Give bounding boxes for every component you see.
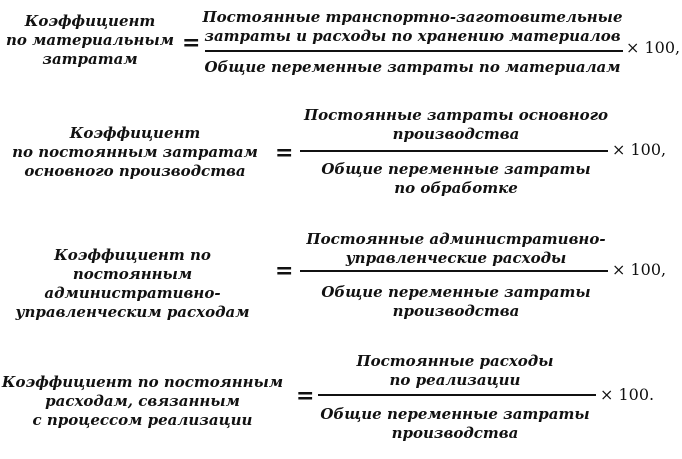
formula-name	[0, 12, 180, 69]
numerator-line: производства	[392, 125, 520, 143]
formula-name	[0, 124, 270, 181]
numerator	[310, 352, 600, 390]
name-line: основного производства	[24, 162, 246, 180]
denominator	[200, 58, 625, 77]
formula-name	[0, 246, 265, 322]
name-line: Коэффициент по постоянным	[54, 246, 211, 283]
name-line: административно-	[44, 284, 221, 302]
name-line: по постоянным затратам	[12, 143, 258, 161]
denominator-line: Общие переменные затраты	[321, 160, 591, 178]
formula-name	[0, 373, 285, 430]
name-line: управленческим расходам	[15, 303, 250, 321]
multiplier: × 100,	[626, 38, 681, 57]
name-line: с процессом реализации	[32, 411, 253, 429]
fraction-bar	[300, 270, 608, 272]
numerator	[296, 106, 616, 144]
numerator-line: по реализации	[389, 371, 521, 389]
equals-sign: =	[182, 30, 201, 56]
name-line: Коэффициент	[24, 12, 156, 30]
denominator	[296, 283, 616, 321]
numerator-line: Постоянные затраты основного	[303, 106, 609, 124]
name-line: по материальным	[6, 31, 174, 49]
numerator	[200, 8, 625, 46]
numerator-line: затраты и расходы по хранению материалов	[204, 27, 621, 45]
equals-sign: =	[275, 258, 294, 284]
denominator-line: производства	[391, 424, 519, 442]
denominator-line: Общие переменные затраты по материалам	[204, 58, 621, 76]
numerator-line: Постоянные расходы	[356, 352, 554, 370]
name-line: Коэффициент по постоянным	[1, 373, 284, 391]
denominator-line: производства	[392, 302, 520, 320]
denominator-line: Общие переменные затраты	[320, 405, 590, 423]
denominator-line: по обработке	[394, 179, 518, 197]
equals-sign: =	[275, 140, 294, 166]
name-line: расходам, связанным	[45, 392, 240, 410]
denominator	[296, 160, 616, 198]
denominator-line: Общие переменные затраты	[321, 283, 591, 301]
name-line: затратам	[42, 50, 138, 68]
multiplier: × 100,	[612, 260, 667, 279]
numerator-line: управленческие расходы	[345, 249, 567, 267]
equals-sign: =	[296, 383, 315, 409]
fraction-bar	[205, 50, 623, 52]
denominator	[310, 405, 600, 443]
numerator	[296, 230, 616, 268]
name-line: Коэффициент	[69, 124, 201, 142]
multiplier: × 100,	[612, 140, 667, 159]
numerator-line: Постоянные транспортно-заготовительные	[202, 8, 623, 26]
numerator-line: Постоянные административно-	[306, 230, 606, 248]
fraction-bar	[318, 394, 596, 396]
multiplier: × 100.	[600, 385, 655, 404]
fraction-bar	[300, 150, 608, 152]
